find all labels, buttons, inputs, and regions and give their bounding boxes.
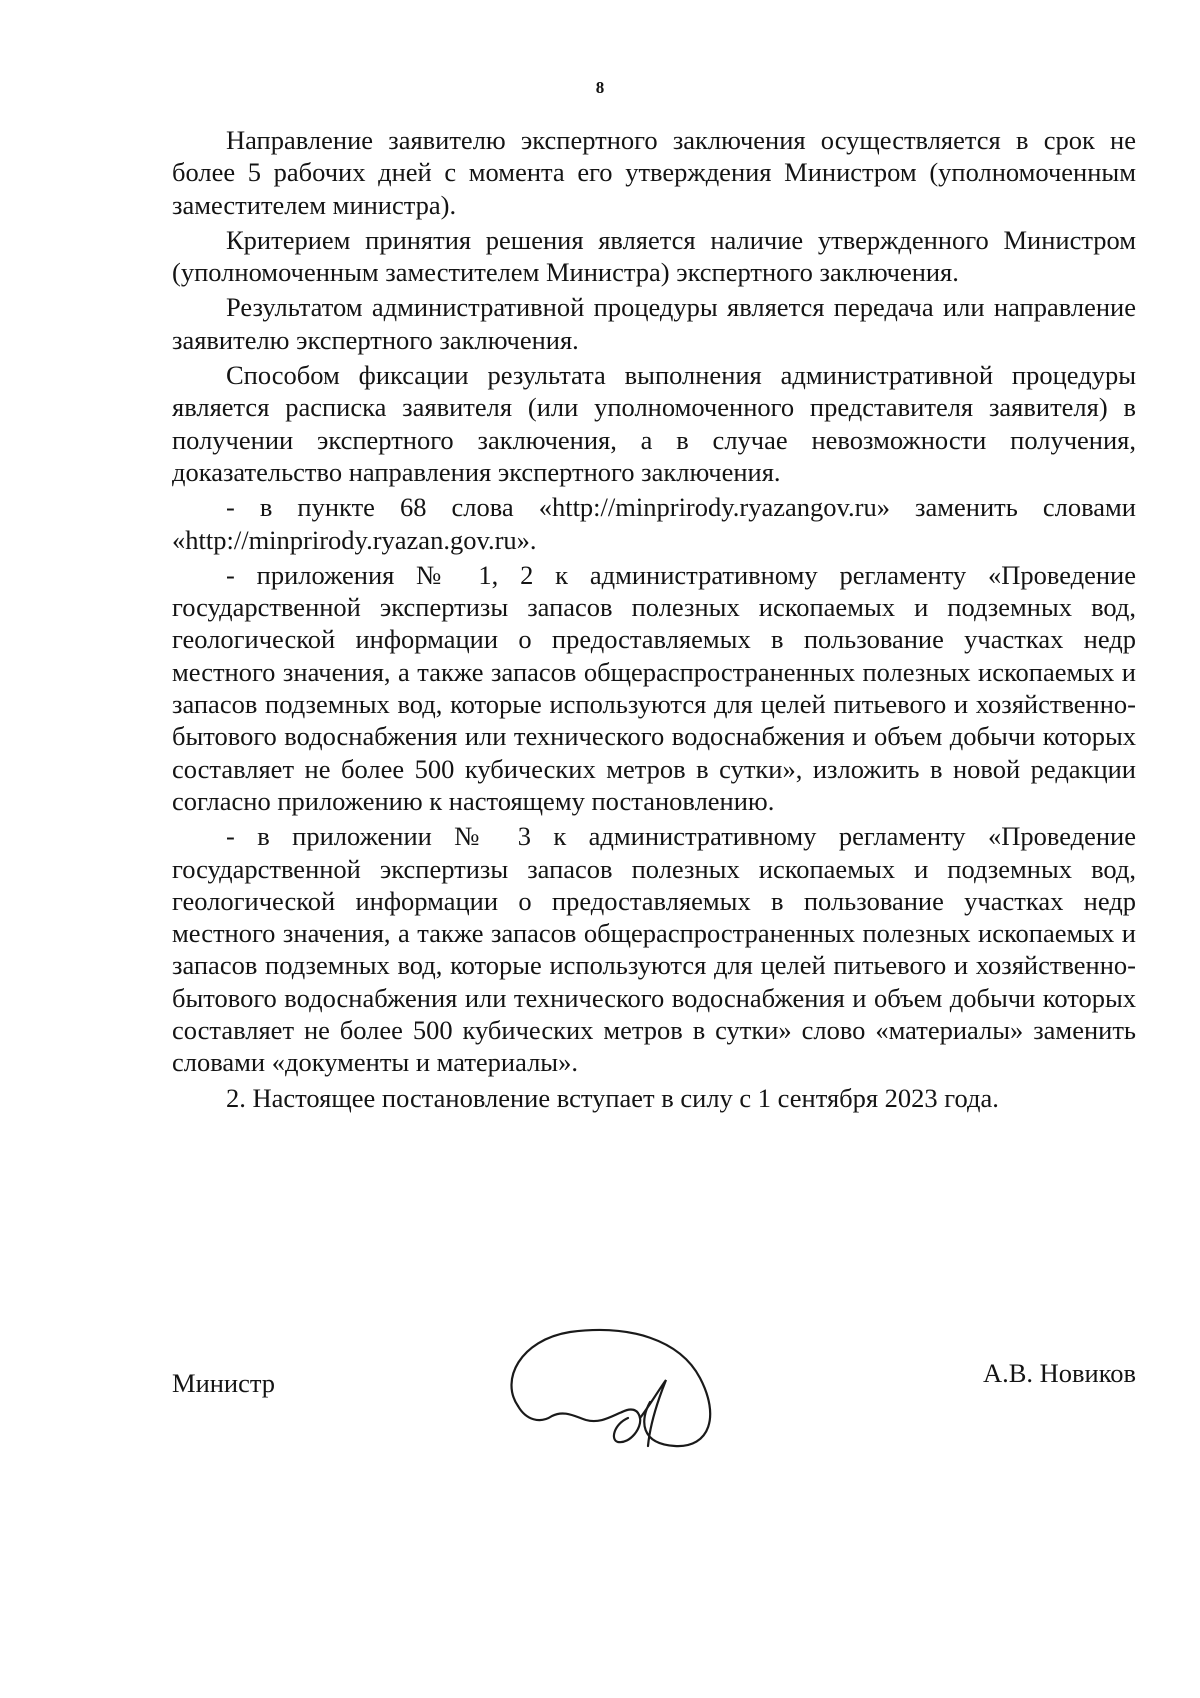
paragraph-decision-criterion: Критерием принятия решения является наличие утвержденного Министром (уполномоченным заместителем Министра) экспертного заключения. [172, 224, 1136, 288]
paragraph-amend-appendix-1-2: - приложения № 1, 2 к административному регламенту «Проведение государственной экспертизы запасов полезных ископаемых и подземных вод, геологической информации о предоставляемых в пользование участках недр местного значения, а также запасов общераспространенных полезных ископаемых и запасов подземных вод, которые используются для целей питьевого и хозяйственно-бытового водоснабжения или технического водоснабжения и объем добычи которых составляет не более 500 кубических метров в сутки», изложить в новой редакции согласно приложению к настоящему постановлению. [172, 559, 1136, 816]
paragraph-effective-date: 2. Настоящее постановление вступает в силу с 1 сентября 2023 года. [226, 1082, 999, 1113]
paragraph-procedure-result: Результатом административной процедуры является передача или направление заявителю экспертного заключения. [172, 292, 1136, 355]
handwritten-signature [490, 1320, 720, 1458]
paragraph-amend-item-68: - в пункте 68 слова «http://minprirody.ryazangov.ru» заменить словами «http://minprirody.ryazan.gov.ru». [172, 492, 1136, 555]
page-number: 8 [595, 78, 605, 97]
signatory-name: А.В. Новиков [982, 1358, 1136, 1388]
signatory-title: Министр [172, 1368, 276, 1398]
document-body [172, 124, 1136, 1117]
signature-block [172, 1320, 1136, 1460]
paragraph-amend-appendix-3: - в приложении № 3 к административному регламенту «Проведение государственной экспертизы запасов полезных ископаемых и подземных вод, геологической информации о предоставляемых в пользование участках недр местного значения, а также запасов общераспространенных полезных ископаемых и запасов подземных вод, которые используются для целей питьевого и хозяйственно-бытового водоснабжения или технического водоснабжения и объем добычи которых составляет не более 500 кубических метров в сутки» слово «материалы» заменить словами «документы и материалы». [172, 821, 1136, 1078]
paragraph-expert-conclusion-term: Направление заявителю экспертного заключения осуществляется в срок не более 5 рабочих дней с момента его утверждения Министром (уполномоченным заместителем министра). [172, 125, 1136, 220]
paragraph-result-fixation: Способом фиксации результата выполнения административной процедуры является расписка заявителя (или уполномоченного представителя заявителя) в получении экспертного заключения, а в случае невозможности получения, доказательство направления экспертного заключения. [172, 360, 1136, 487]
